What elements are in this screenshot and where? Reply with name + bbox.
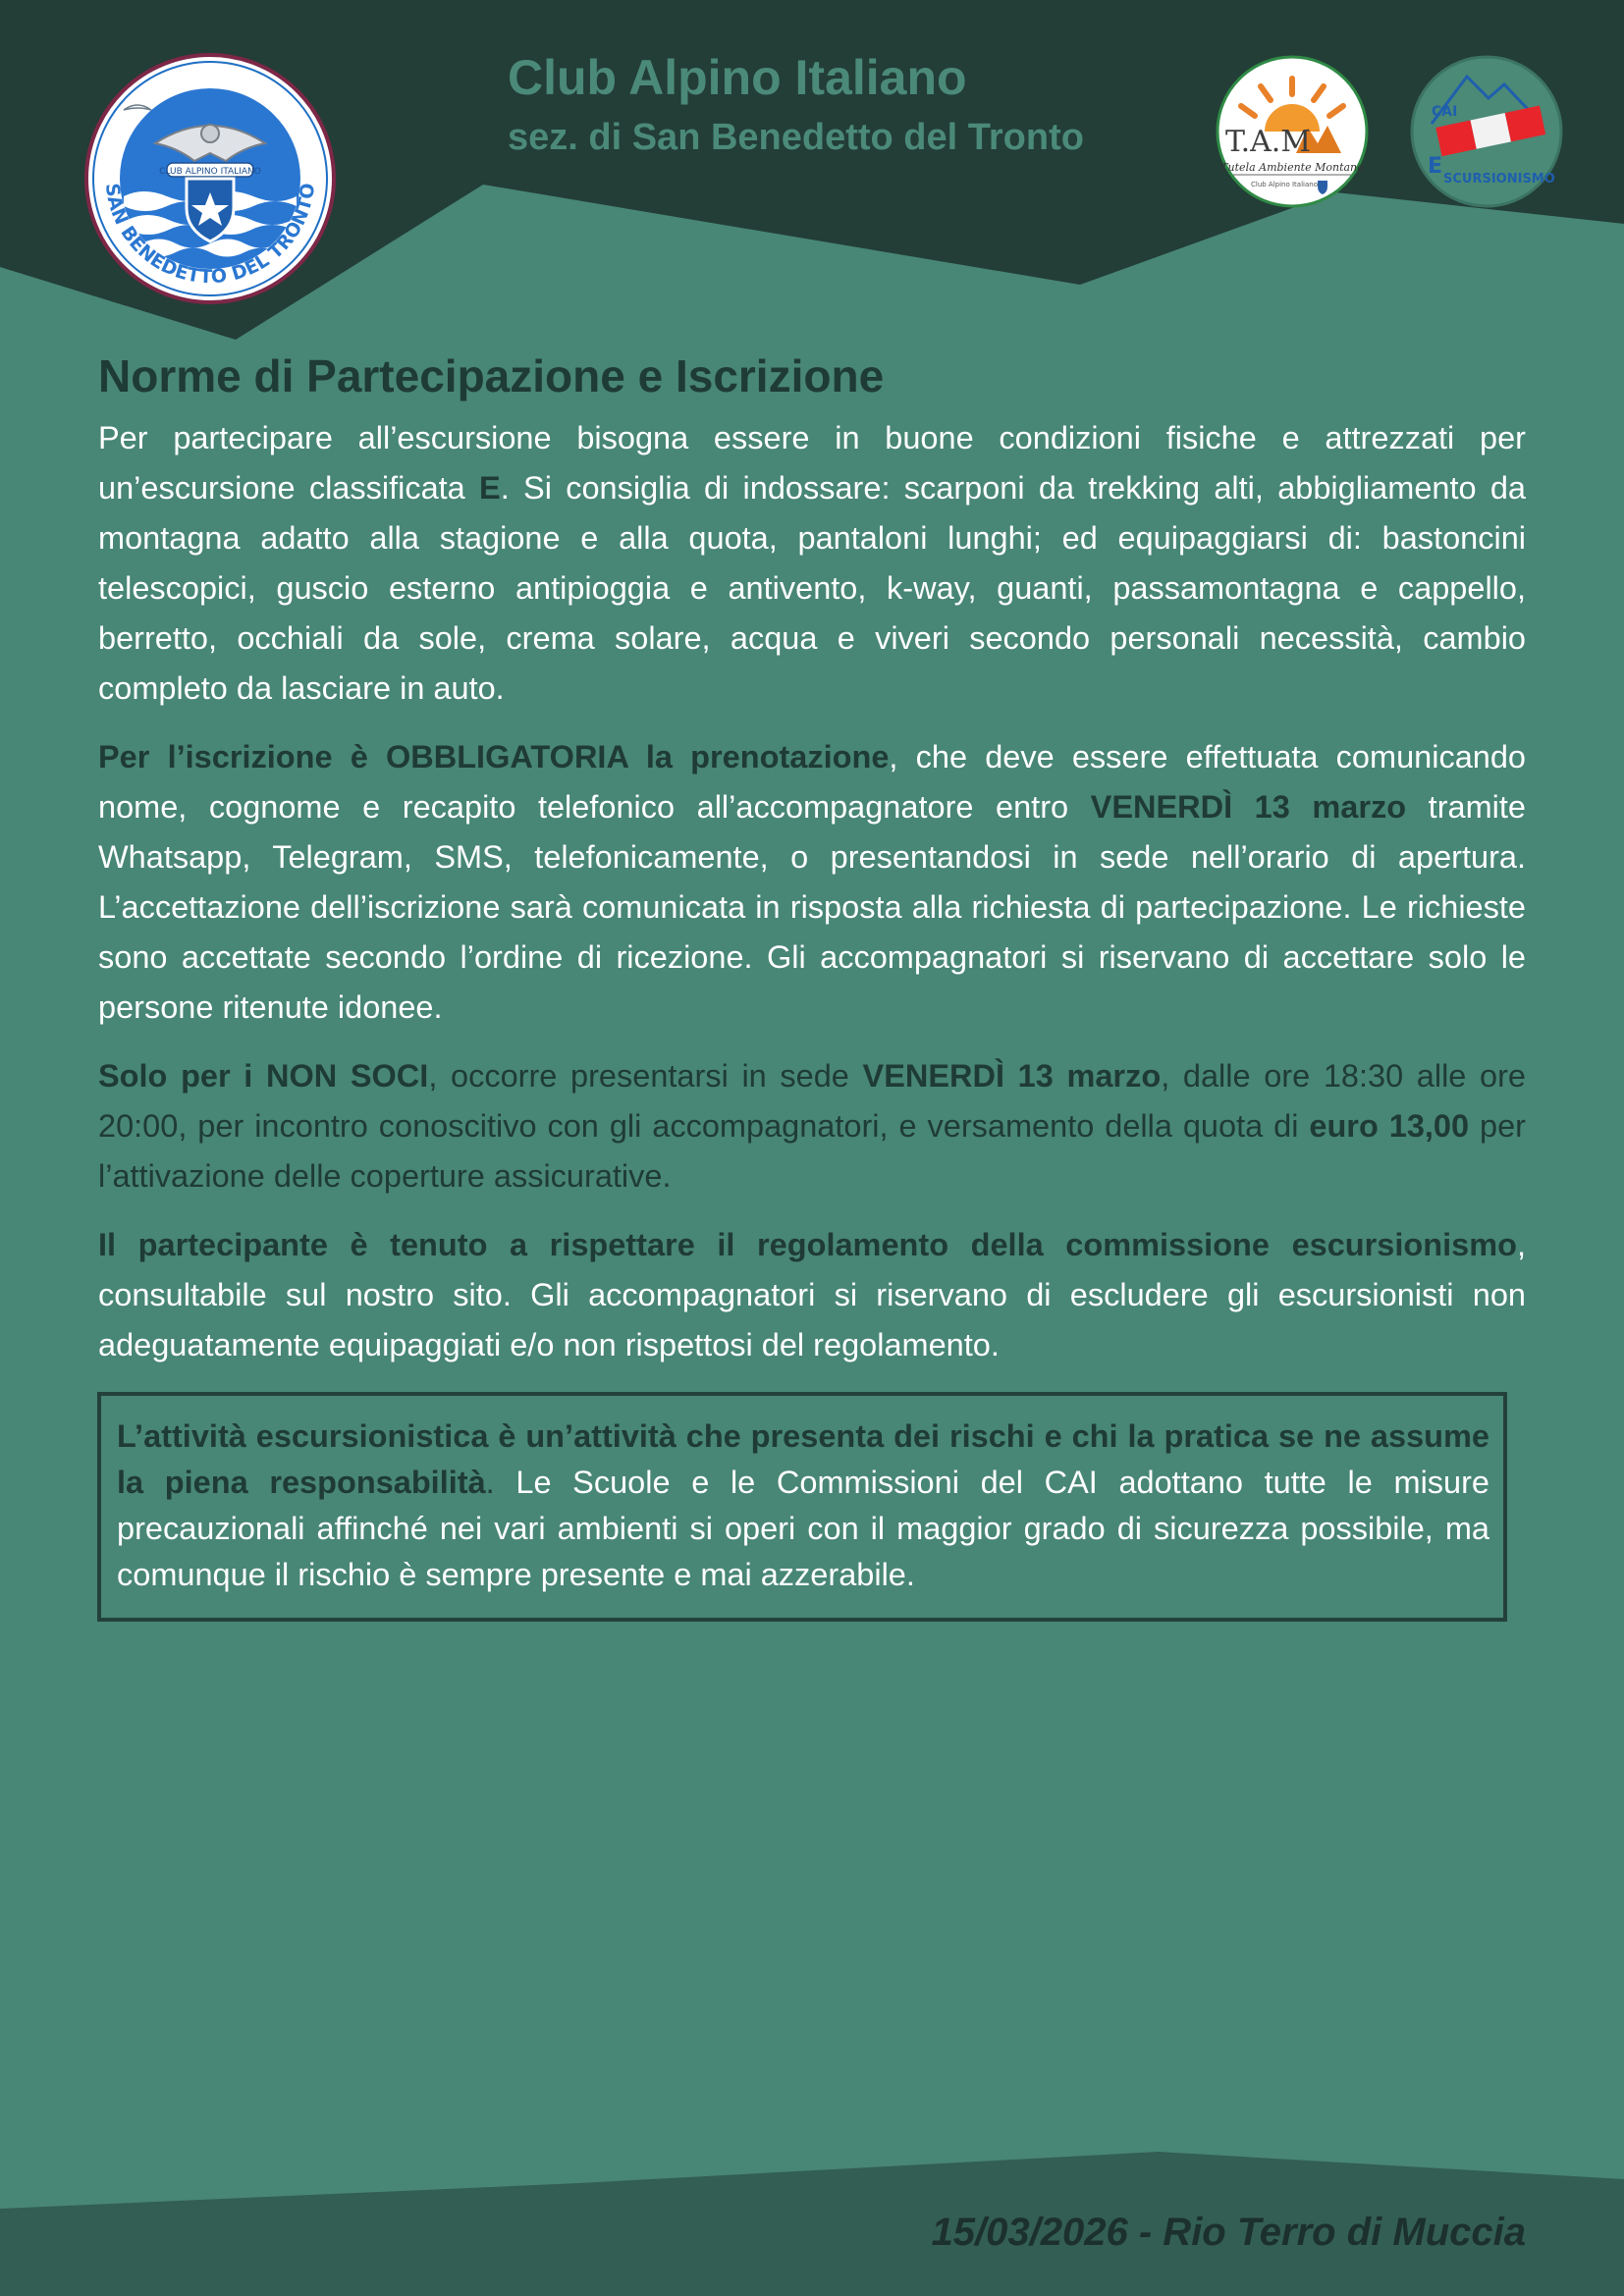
paragraph-equipment bbox=[98, 413, 1526, 714]
tam-small-text: Club Alpino Italiano bbox=[1250, 181, 1319, 188]
club-title: Club Alpino Italiano bbox=[508, 50, 967, 105]
tam-logo bbox=[1216, 55, 1369, 208]
cai-sbt-bottom-text: SAN BENEDETTO DEL TRONTO bbox=[100, 182, 320, 289]
p2-text-b: tramite Whatsapp, Telegram, SMS, telefonicamente, o presentandosi in sede nell’orario di apertura. L’accettazione dell’iscrizione sarà comunicata in risposta alla richiesta di partecipazione. Le richieste sono accettate secondo l’ordine di ricezione. Gli accompagnatori si riservano di accettare solo le persone ritenute idonee. bbox=[98, 789, 1527, 1026]
p3-text-a: , occorre presentarsi in sede bbox=[428, 1058, 863, 1095]
p1-text-a: Per partecipare all’escursione bisogna essere in buone condizioni fisiche e attrezzati per un’escursione classificata bbox=[98, 420, 1526, 507]
p3-text-b: , dalle ore 18:30 alle ore 20:00, per incontro conoscitivo con gli accompagnatori, e versamento della quota di bbox=[98, 1058, 1527, 1145]
esc-e-letter: E bbox=[1428, 154, 1443, 179]
tam-caption: Tutela Ambiente Montano bbox=[1220, 161, 1364, 174]
risk-warning-bold: L’attività escursionistica è un’attività che presenta dei rischi e chi la pratica se ne assume la piena responsabilità bbox=[117, 1418, 1489, 1501]
svg-text:CAI bbox=[189, 91, 232, 118]
main-content bbox=[98, 349, 1526, 1622]
footer-date-location: 15/03/2026 - Rio Terro di Muccia bbox=[931, 2211, 1526, 2254]
p3-bold-non-members: Solo per i NON SOCI bbox=[98, 1058, 429, 1095]
p3-bold-fee: euro 13,00 bbox=[1309, 1108, 1470, 1145]
paragraph-rules bbox=[98, 1220, 1526, 1370]
p3-text-c: per l’attivazione delle coperture assicurative. bbox=[98, 1108, 1526, 1195]
risk-warning-body: Le Scuole e le Commissioni del CAI adottano tutte le misure precauzionali affinché nei vari ambienti si operi con il maggior grado di sicurezza possibile, ma comunque il rischio è sempre presente e mai azzerabile. bbox=[117, 1465, 1490, 1593]
club-subtitle: sez. di San Benedetto del Tronto bbox=[508, 117, 1084, 158]
risk-warning-dot: . bbox=[485, 1465, 495, 1501]
tam-letters: T.A.M bbox=[1225, 125, 1312, 159]
p3-bold-date: VENERDÌ 13 marzo bbox=[862, 1058, 1162, 1095]
p4-text-a: , consultabile sul nostro sito. Gli accompagnatori si riservano di escludere gli escursionisti non adeguatamente equipaggiati e/o non rispettosi del regolamento. bbox=[98, 1227, 1526, 1363]
esc-cai-text: CAI bbox=[1432, 104, 1458, 120]
escursionismo-logo bbox=[1410, 55, 1563, 208]
risk-warning-text bbox=[117, 1414, 1489, 1598]
paragraph-registration bbox=[98, 732, 1526, 1033]
p2-bold-date: VENERDÌ 13 marzo bbox=[1090, 789, 1407, 826]
risk-warning-box bbox=[97, 1392, 1507, 1622]
p4-bold-rules: Il partecipante è tenuto a rispettare il regolamento della commissione escursionismo bbox=[98, 1227, 1517, 1263]
esc-text: SCURSIONISMO bbox=[1443, 172, 1555, 187]
p2-bold-registration: Per l’iscrizione è OBBLIGATORIA la prenotazione bbox=[98, 739, 890, 775]
paragraph-non-members bbox=[98, 1051, 1526, 1201]
cai-sbt-top-text: CAI bbox=[189, 90, 233, 118]
section-title: Norme di Partecipazione e Iscrizione bbox=[98, 350, 885, 401]
cai-sbt-ribbon-text: CLUB ALPINO ITALIANO bbox=[159, 167, 261, 177]
cai-sbt-logo bbox=[84, 53, 336, 304]
difficulty-grade: E bbox=[479, 470, 501, 507]
p1-text-b: . Si consiglia di indossare: scarponi da trekking alti, abbigliamento da montagna adatto alla stagione e alla quota, pantaloni lunghi; ed equipaggiarsi di: bastoncini telescopici, guscio esterno antipioggia e antivento, k-way, guanti, passamontagna e cappello, berretto, occhiali da sole, crema solare, acqua e viveri secondo personali necessità, cambio completo da lasciare in auto. bbox=[98, 470, 1527, 707]
p2-text-a: , che deve essere effettuata comunicando nome, cognome e recapito telefonico all’accompagnatore entro bbox=[98, 739, 1527, 826]
